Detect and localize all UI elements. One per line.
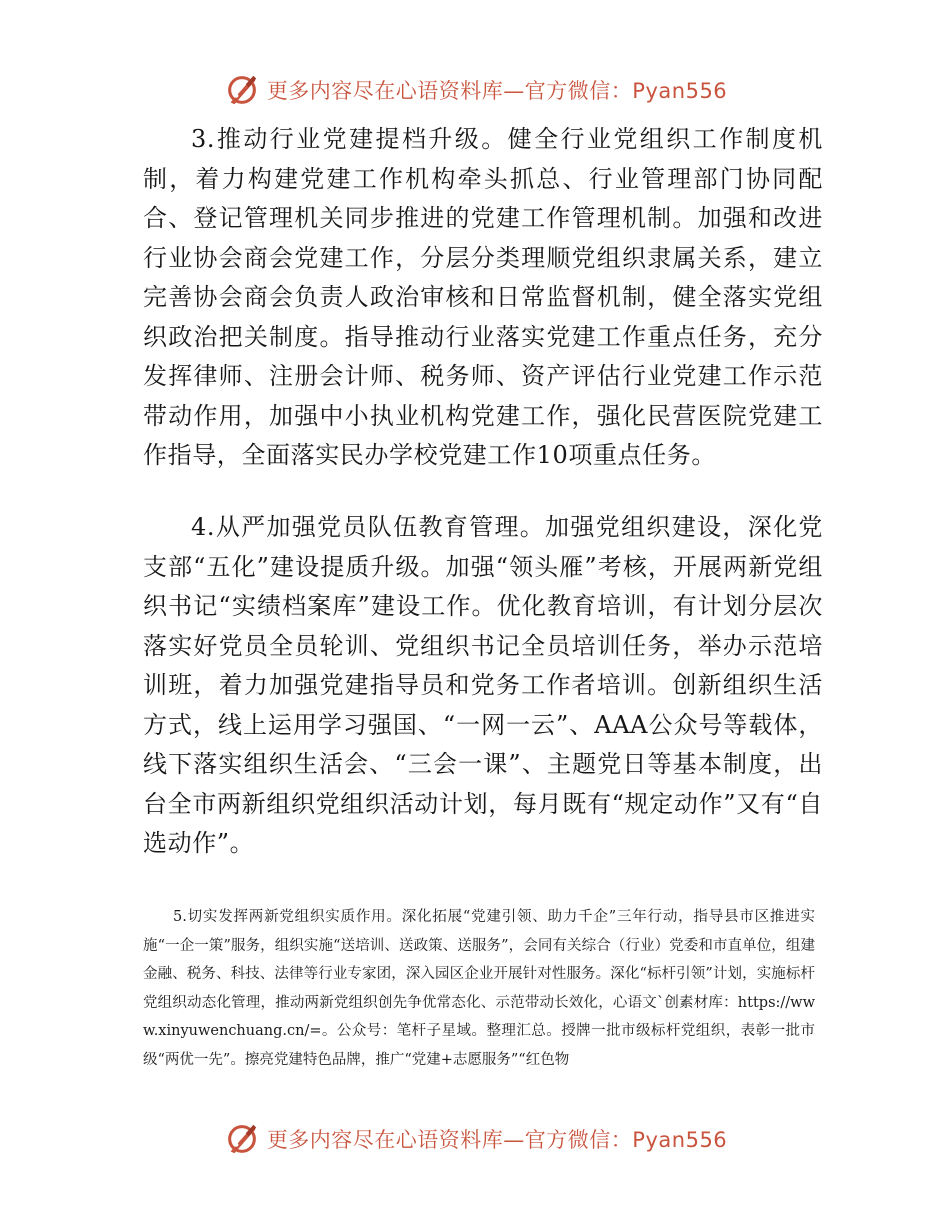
paragraph-4-member-education: 4.从严加强党员队伍教育管理。加强党组织建设，深化党支部“五化”建设提质升级。加强“领头雁”考核，开展两新党组织书记“实绩档案库”建设工作。优化教育培训，有计划分层次落实好党员全员轮训、党组织书记全员培训任务，举办示范培训班，着力加强党建指导员和党务工作者培训。创新组织生活方式，线上运用学习强国、“一网一云”、AAA公众号等载体，线下落实组织生活会、“三会一课”、主题党日等基本制度，出台全市两新组织党组织活动计划，每月既有“规定动作”又有“自选动作”。 (143, 513, 823, 857)
watermark-text: 更多内容尽在心语资料库—官方微信：Pyan556 (266, 1128, 728, 1152)
paragraph-5-organization-role: 5.切实发挥两新党组织实质作用。深化拓展“党建引领、助力千企”三年行动，指导县市区推进实施“一企一策”服务，组织实施“送培训、送政策、送服务”，会同有关综合（行业）党委和市直单位，组建金融、税务、科技、法律等行业专家团，深入园区企业开展针对性服务。深化“标杆引领”计划，实施标杆党组织动态化管理，推动两新党组织创先争优常态化、示范带动长效化，心语文`创素材库：https://www.xinyuwenchuang.cn/=。公众号：笔杆子星域。整理汇总。授牌一批市级标杆党组织，表彰一批市级“两优一先”。擦亮党建特色品牌，推广“党建+志愿服务”“红色物 (143, 909, 815, 1068)
quill-pen-logo-icon (223, 1120, 261, 1158)
paragraph-3-industry-party-building: 3.推动行业党建提档升级。健全行业党组织工作制度机制，着力构建党建工作机构牵头抓总、行业管理部门协同配合、登记管理机关同步推进的党建工作管理机制。加强和改进行业协会商会党建工作，分层分类理顺党组织隶属关系，建立完善协会商会负责人政治审核和日常监督机制，健全落实党组织政治把关制度。指导推动行业落实党建工作重点任务，充分发挥律师、注册会计师、税务师、资产评估行业党建工作示范带动作用，加强中小执业机构党建工作，强化民营医院党建工作指导，全面落实民办学校党建工作10项重点任务。 (143, 125, 823, 469)
footer-watermark-banner (0, 1117, 950, 1161)
header-watermark-banner (0, 68, 950, 112)
quill-pen-logo-icon (223, 71, 261, 109)
watermark-text: 更多内容尽在心语资料库—官方微信：Pyan556 (266, 79, 728, 103)
